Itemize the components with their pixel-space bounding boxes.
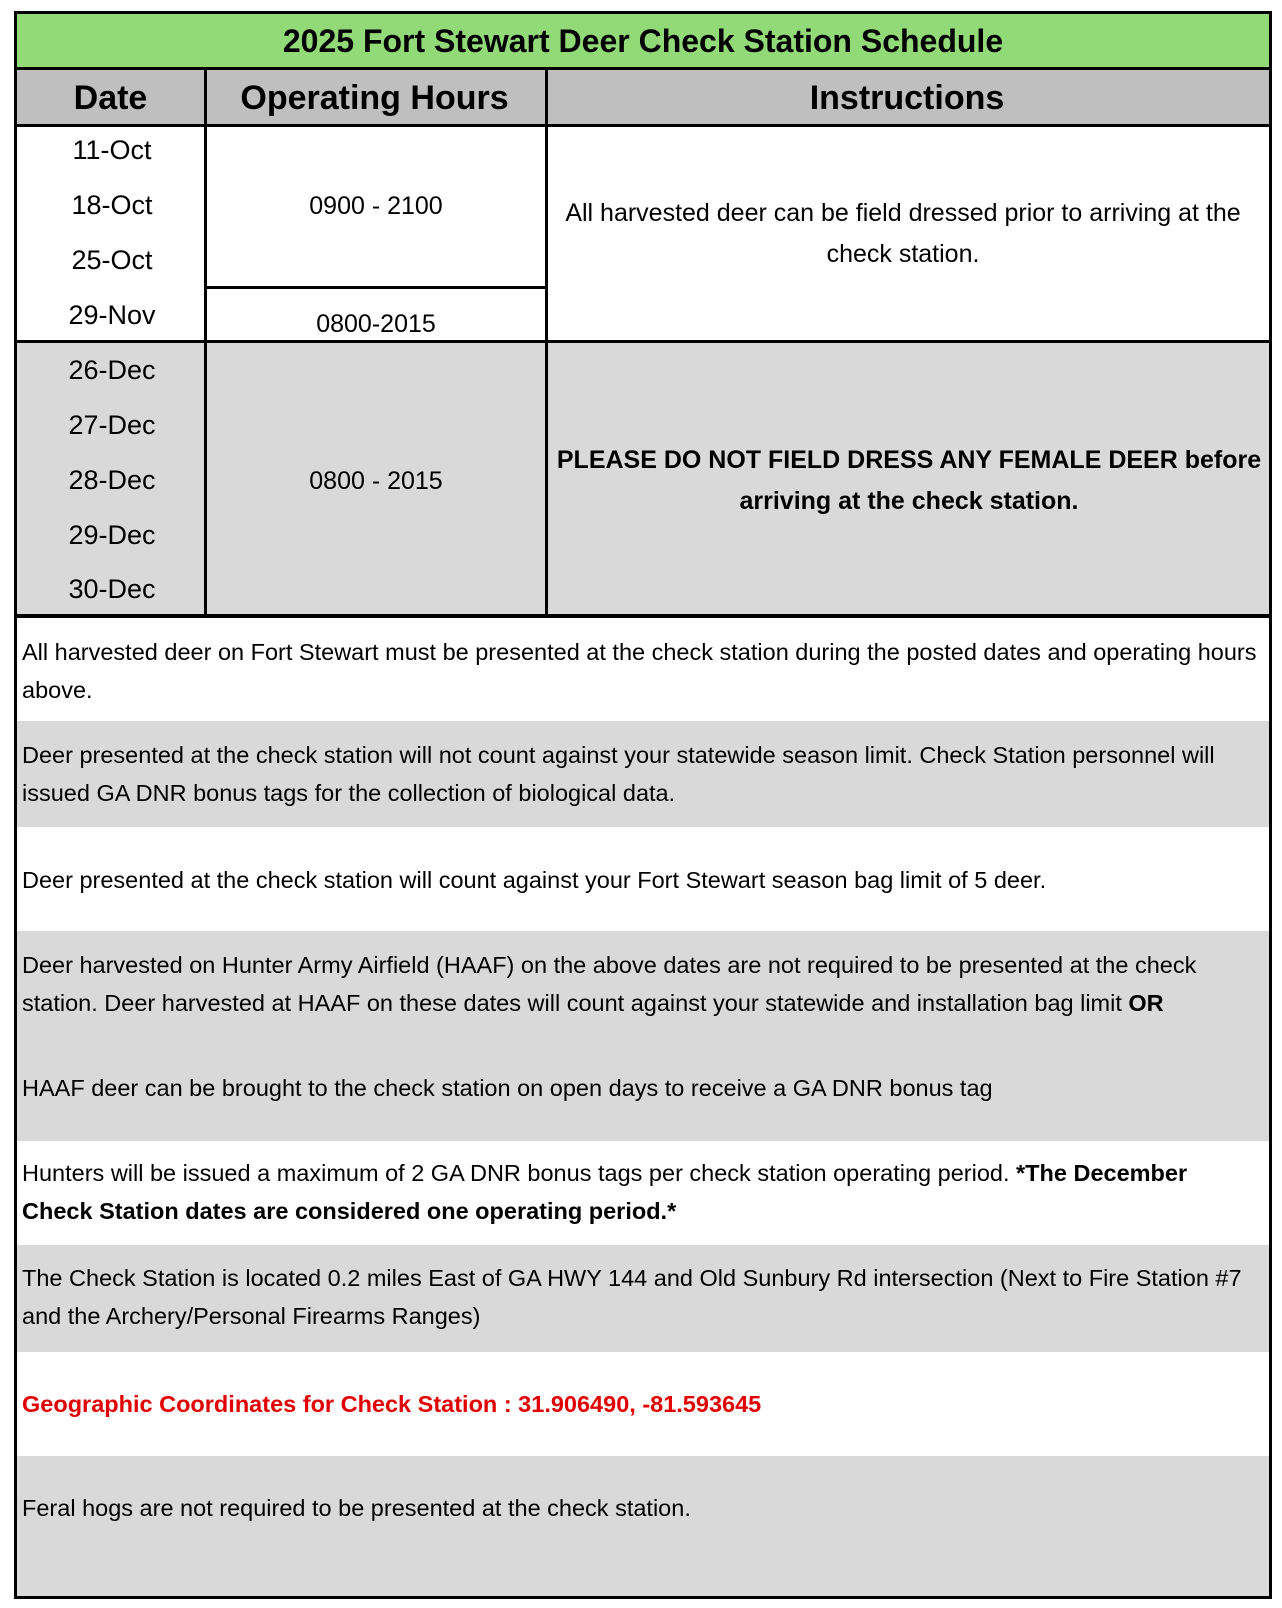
note-bag-limit (17, 827, 1269, 931)
date-cell: 29-Dec (68, 520, 156, 550)
coordinates-text: Geographic Coordinates for Check Station : 31.906490, -81.593645 (22, 1391, 762, 1417)
operating-hours-cell: 0800 - 2015 (309, 467, 443, 495)
instructions-cell: All harvested deer can be field dressed prior to arriving at the check station. (565, 199, 1241, 268)
note-text: Deer harvested on Hunter Army Airfield (HAAF) on the above dates are not required to be presented at the check station. Deer harvested at HAAF on these dates will count against your statewide and installation bag limit (22, 952, 1197, 1016)
note-text: The Check Station is located 0.2 miles East of GA HWY 144 and Old Sunbury Rd intersection (Next to Fire Station #7 and the Archery/Personal Firearms Ranges) (22, 1265, 1242, 1329)
column-divider (545, 70, 548, 617)
column-divider (204, 70, 207, 617)
date-cell: 11-Oct (72, 135, 152, 165)
row-divider (204, 286, 548, 289)
header-operating-hours: Operating Hours (204, 70, 545, 127)
date-cell: 25-Oct (71, 245, 153, 275)
note-coordinates (17, 1352, 1269, 1456)
note-text: Hunters will be issued a maximum of 2 GA DNR bonus tags per check station operating period. (22, 1160, 1017, 1186)
note-feral-hogs (17, 1456, 1269, 1596)
date-cell: 18-Oct (71, 190, 153, 220)
operating-hours-cell: 0900 - 2100 (309, 192, 443, 220)
note-location (17, 1245, 1269, 1352)
date-cell: 28-Dec (68, 465, 156, 495)
note-text: HAAF deer can be brought to the check station on open days to receive a GA DNR bonus tag (22, 1075, 993, 1101)
note-text: All harvested deer on Fort Stewart must be presented at the check station during the posted dates and operating hours above. (22, 639, 1257, 703)
date-cell: 27-Dec (68, 410, 156, 440)
note-bold-text: OR (1128, 990, 1164, 1016)
date-cell: 29-Nov (68, 300, 156, 330)
note-bonus-tags (17, 1141, 1269, 1245)
instructions-cell-warning: PLEASE DO NOT FIELD DRESS ANY FEMALE DEER before arriving at the check station. (556, 446, 1262, 515)
operating-hours-cell: 0800-2015 (316, 310, 436, 338)
note-statewide-limit (17, 721, 1269, 827)
header-date: Date (17, 70, 204, 127)
date-cell: 30-Dec (68, 574, 156, 604)
note-text: Feral hogs are not required to be presented at the check station. (22, 1495, 691, 1521)
date-cell: 26-Dec (68, 355, 156, 385)
page-title: 2025 Fort Stewart Deer Check Station Schedule (17, 14, 1269, 70)
note-bold-text: *The December Check Station dates are considered one operating period.* (22, 1160, 1188, 1224)
schedule-sheet (14, 11, 1272, 1599)
note-text: Deer presented at the check station will not count against your statewide season limit. Check Station personnel will issued GA DNR bonus tags for the collection of biological data. (22, 742, 1215, 806)
note-text: Deer presented at the check station will count against your Fort Stewart season bag limit of 5 deer. (22, 867, 1047, 893)
note-haaf (17, 931, 1269, 1141)
header-instructions: Instructions (545, 70, 1269, 127)
note-presentation-required (17, 618, 1269, 721)
